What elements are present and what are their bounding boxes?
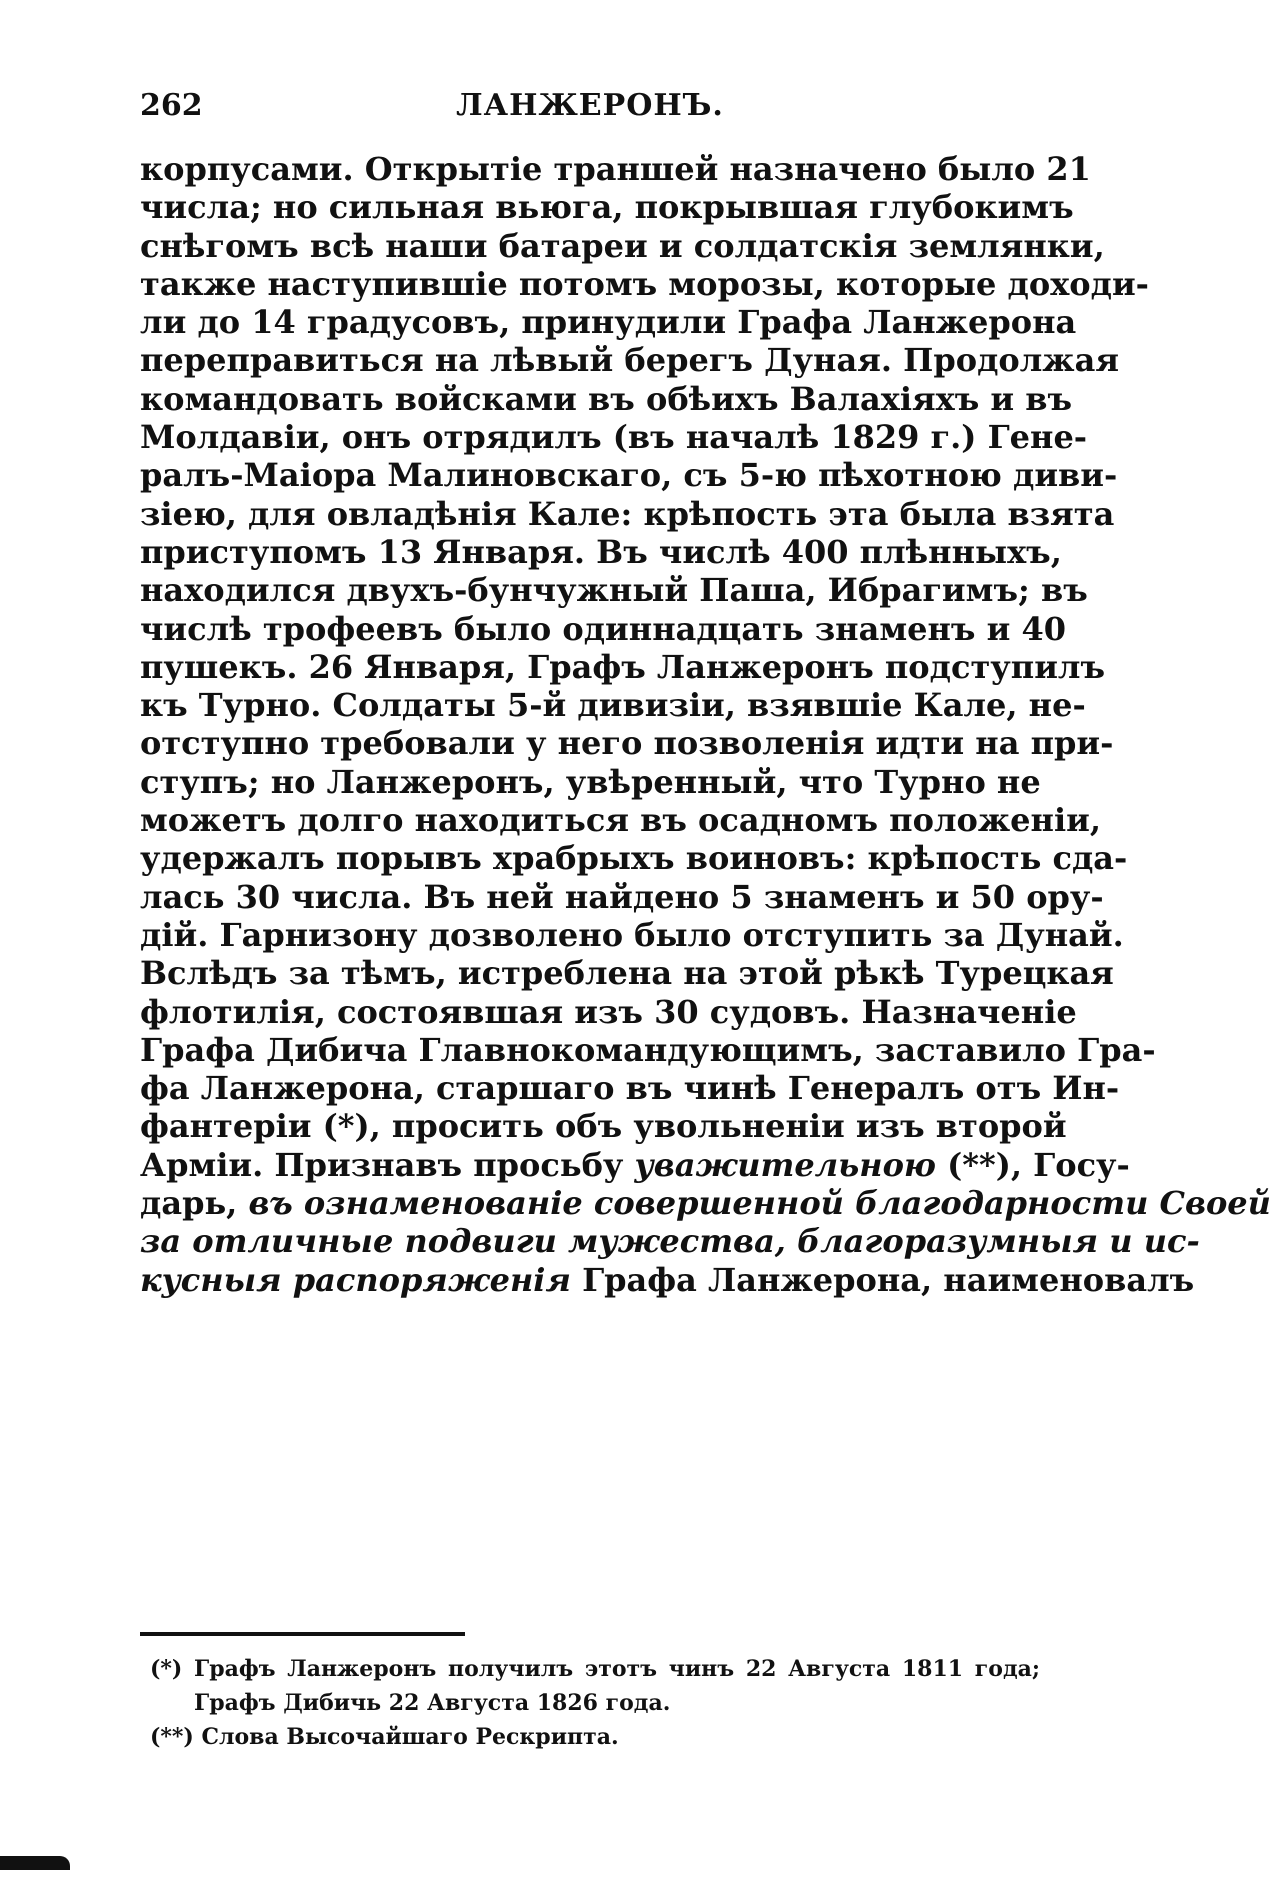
text-segment: фантеріи (*), просить объ увольненіи изъ второй	[140, 1107, 1067, 1146]
text-segment: числѣ трофеевъ было одиннадцать знаменъ и 40	[140, 609, 1066, 648]
text-line	[140, 341, 1119, 380]
text-line	[140, 418, 1088, 457]
text-segment: зіею, для овладѣнія Кале: крѣпость эта была взята	[140, 494, 1115, 533]
footnote-divider	[140, 1632, 465, 1636]
italic-segment: за отличные подвиги мужества, благоразумныя и ис-	[140, 1222, 1200, 1261]
text-line	[140, 188, 1074, 227]
text-segment: ступъ; но Ланжеронъ, увѣренный, что Турно не	[140, 762, 1041, 801]
text-line	[140, 647, 1106, 686]
text-segment: пушекъ. 26 Января, Графъ Ланжеронъ подступилъ	[140, 647, 1106, 686]
text-segment: лась 30 числа. Въ ней найдено 5 знаменъ и 50 ору-	[140, 877, 1104, 916]
text-line	[140, 839, 1128, 878]
text-segment: также наступившіе потомъ морозы, которые доходи-	[140, 264, 1149, 303]
text-line	[140, 1222, 1200, 1261]
text-segment: Графа Ланжерона, наименовалъ	[570, 1260, 1195, 1299]
text-line	[140, 609, 1066, 648]
text-segment: фа Ланжерона, старшаго въ чинѣ Генералъ отъ Ин-	[140, 1069, 1120, 1108]
text-segment: корпусами. Открытіе траншей назначено было 21	[140, 150, 1091, 188]
text-segment: отступно требовали у него позволенія идти на при-	[140, 724, 1114, 763]
text-segment: командовать войсками въ обѣихъ Валахіяхъ и въ	[140, 379, 1073, 418]
running-title: ЛАНЖЕРОНЪ.	[456, 88, 724, 123]
text-line	[140, 763, 1040, 801]
text-line	[140, 1145, 1130, 1184]
text-segment: (**), Госу-	[935, 1145, 1130, 1184]
text-line	[140, 494, 1115, 533]
text-line	[140, 226, 1105, 265]
footnote-1-line-1: (*) Графъ Ланжеронъ получилъ этотъ чинъ 22 Августа 1811 года;	[150, 1656, 1040, 1682]
text-line	[140, 1260, 1195, 1299]
text-segment: дарь,	[140, 1184, 249, 1223]
text-segment: приступомъ 13 Января. Въ числѣ 400 плѣнныхъ,	[140, 532, 1062, 571]
running-head	[140, 88, 1040, 128]
text-line	[140, 264, 1149, 303]
text-line	[140, 877, 1104, 916]
text-segment: находился двухъ-бунчужный Паша, Ибрагимъ; въ	[140, 571, 1088, 610]
text-segment: числа; но сильная вьюга, покрывшая глубокимъ	[140, 188, 1074, 227]
italic-segment: уважительною	[634, 1145, 936, 1184]
italic-segment: въ ознаменованіе совершенной благодарности Своей	[248, 1184, 1271, 1223]
text-line	[140, 992, 1077, 1031]
italic-segment: кусныя распоряженія	[140, 1260, 571, 1299]
text-line	[140, 801, 1101, 840]
text-line	[140, 379, 1073, 418]
text-line	[140, 1069, 1120, 1108]
text-segment: Вслѣдъ за тѣмъ, истреблена на этой рѣкѣ Турецкая	[140, 954, 1114, 993]
text-segment: ралъ-Маіора Малиновскаго, съ 5-ю пѣхотною диви-	[140, 456, 1118, 495]
text-segment: Графа Дибича Главнокомандующимъ, заставило Гра-	[140, 1030, 1156, 1069]
text-segment: можетъ долго находиться въ осадномъ положеніи,	[140, 801, 1101, 840]
footnote-1-line-2: Графъ Дибичь 22 Августа 1826 года.	[194, 1690, 671, 1716]
text-segment: Молдавіи, онъ отрядилъ (въ началѣ 1829 г.) Гене-	[140, 418, 1088, 457]
text-segment: ли до 14 градусовъ, принудили Графа Ланжерона	[140, 303, 1077, 342]
text-segment: переправиться на лѣвый берегъ Дуная. Продолжая	[140, 341, 1119, 380]
text-segment: Арміи. Признавъ просьбу	[140, 1145, 635, 1184]
text-line	[140, 1030, 1156, 1069]
text-line	[140, 1184, 1271, 1223]
footnotes	[150, 1652, 1040, 1754]
text-line	[140, 571, 1088, 610]
scan-edge-mark	[0, 1856, 70, 1870]
text-line	[140, 150, 1091, 188]
text-line	[140, 724, 1114, 763]
text-segment: къ Турно. Солдаты 5-й дивизіи, взявшіе Кале, не-	[140, 686, 1086, 725]
page-number: 262	[140, 88, 203, 123]
text-line	[140, 532, 1062, 571]
text-segment: удержалъ порывъ храбрыхъ воиновъ: крѣпость сда-	[140, 839, 1128, 878]
text-line	[140, 303, 1077, 342]
text-segment: дій. Гарнизону дозволено было отступить за Дунай.	[140, 915, 1124, 954]
text-line	[140, 954, 1114, 993]
footnote-2-line-1: (**) Слова Высочайшаго Рескрипта.	[150, 1724, 619, 1750]
text-segment: снѣгомъ всѣ наши батареи и солдатскія землянки,	[140, 226, 1105, 265]
text-segment: флотилія, состоявшая изъ 30 судовъ. Назначеніе	[140, 992, 1077, 1031]
text-line	[140, 686, 1086, 725]
text-line	[140, 456, 1118, 495]
text-line	[140, 915, 1124, 954]
body-text	[140, 150, 1271, 1299]
text-line	[140, 1107, 1067, 1146]
